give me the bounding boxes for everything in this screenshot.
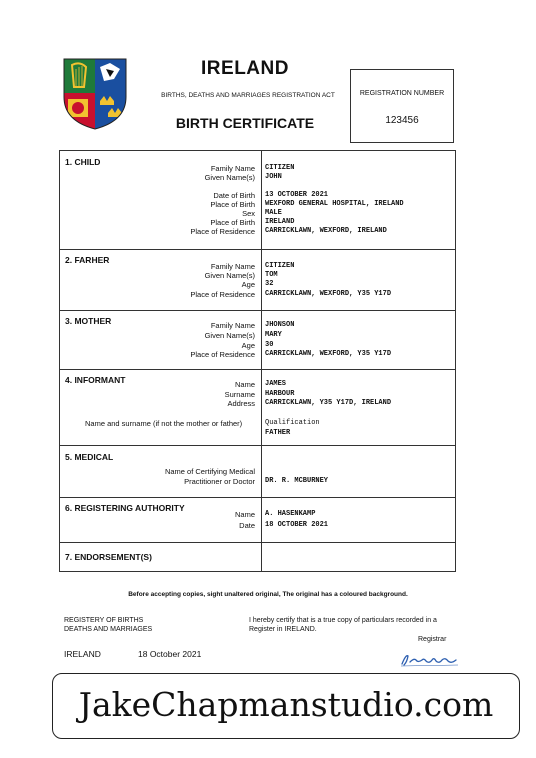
- child-residence: CARRICKLAWN, WEXFORD, IRELAND: [265, 227, 387, 235]
- registration-number-box: [350, 69, 454, 143]
- watermark-banner: JakeChapmanstudio.com: [52, 673, 520, 739]
- certificate-title: BIRTH CERTIFICATE: [175, 115, 315, 131]
- child-dob: 13 OCTOBER 2021: [265, 191, 329, 199]
- medical-practitioner-label-2: Practitioner or Doctor: [184, 477, 255, 486]
- father-age: 32: [265, 280, 274, 288]
- child-given-names-label: Given Name(s): [204, 173, 255, 182]
- child-family-name-label: Family Name: [210, 164, 255, 173]
- informant-address-label: Address: [227, 399, 255, 408]
- father-family-name-label: Family Name: [210, 262, 255, 271]
- section-informant-heading: 4. INFORMANT: [65, 375, 126, 385]
- informant-note: Name and surname (if not the mother or father): [85, 419, 243, 428]
- certificate-form: [59, 150, 456, 572]
- informant-name-label: Name: [234, 380, 255, 389]
- child-family-name: CITIZEN: [265, 164, 295, 172]
- child-dob-label: Date of Birth: [213, 191, 255, 200]
- child-pob-label: Place of Birth: [210, 200, 255, 209]
- mother-residence: CARRICKLAWN, WEXFORD, Y35 Y17D: [265, 350, 392, 358]
- father-given-names-label: Given Name(s): [204, 271, 255, 280]
- mother-given-names-label: Given Name(s): [204, 331, 255, 340]
- medical-practitioner-label-1: Name of Certifying Medical: [164, 467, 255, 476]
- child-given-names: JOHN: [265, 173, 282, 181]
- footer-date: 18 October 2021: [138, 649, 202, 659]
- section-authority-heading: 6. REGISTERING AUTHORITY: [65, 503, 185, 513]
- section-child-heading: 1. CHILD: [65, 157, 101, 167]
- act-subtitle: BIRTHS, DEATHS AND MARRIAGES REGISTRATION ACT: [161, 92, 335, 99]
- section-divider: [60, 310, 455, 311]
- informant-address: CARRICKLAWN, Y35 Y17D, IRELAND: [265, 399, 392, 407]
- informant-surname-label: Surname: [224, 390, 255, 399]
- section-mother-heading: 3. MOTHER: [65, 316, 112, 326]
- section-divider: [60, 497, 455, 498]
- child-pob2-label: Place of Birth: [210, 218, 255, 227]
- certify-line-2: Register in IRELAND.: [249, 626, 317, 633]
- column-divider: [261, 151, 262, 571]
- footer-place: IRELAND: [64, 649, 101, 659]
- informant-qualification: FATHER: [265, 429, 291, 437]
- certify-line-1: I hereby certify that is a true copy of particulars recorded in a: [249, 617, 437, 624]
- father-age-label: Age: [241, 280, 255, 289]
- father-residence: CARRICKLAWN, WEXFORD, Y35 Y17D: [265, 290, 392, 298]
- section-divider: [60, 369, 455, 370]
- country-title: IRELAND: [201, 58, 289, 79]
- father-residence-label: Place of Residence: [190, 290, 255, 299]
- registrar-signature: [398, 652, 462, 668]
- child-residence-label: Place of Residence: [190, 227, 255, 236]
- original-notice: Before accepting copies, sight unaltered original, The original has a coloured background.: [128, 591, 408, 598]
- registration-number-value: 123456: [385, 115, 419, 126]
- section-endorsement-heading: 7. ENDORSEMENT(S): [65, 552, 152, 562]
- section-medical-heading: 5. MEDICAL: [65, 452, 114, 462]
- authority-name: A. HASENKAMP: [265, 510, 316, 518]
- informant-name: JAMES: [265, 380, 287, 388]
- child-pob: WEXFORD GENERAL HOSPITAL, IRELAND: [265, 200, 404, 208]
- registrar-label: Registrar: [418, 636, 447, 643]
- coat-of-arms-logo: [62, 57, 128, 131]
- section-father-heading: 2. FARHER: [65, 255, 110, 265]
- registry-line-1: REGISTERY OF BIRTHS: [64, 617, 144, 624]
- section-divider: [60, 542, 455, 543]
- mother-age: 30: [265, 341, 274, 349]
- authority-date-label: Date: [239, 521, 255, 530]
- child-pob2: IRELAND: [265, 218, 295, 226]
- section-divider: [60, 445, 455, 446]
- mother-residence-label: Place of Residence: [190, 350, 255, 359]
- child-sex: MALE: [265, 209, 282, 217]
- father-family-name: CITIZEN: [265, 262, 295, 270]
- registry-line-2: DEATHS AND MARRIAGES: [64, 626, 153, 633]
- mother-age-label: Age: [241, 341, 255, 350]
- informant-surname: HARBOUR: [265, 390, 295, 398]
- mother-family-name-label: Family Name: [210, 321, 255, 330]
- authority-name-label: Name: [234, 510, 255, 519]
- child-sex-label: Sex: [242, 209, 255, 218]
- medical-practitioner: DR. R. MCBURNEY: [265, 477, 329, 485]
- informant-qualification-label: Qualification: [265, 419, 320, 427]
- mother-family-name: JHONSON: [265, 321, 295, 329]
- authority-date: 18 OCTOBER 2021: [265, 521, 329, 529]
- section-divider: [60, 249, 455, 250]
- mother-given-names: MARY: [265, 331, 282, 339]
- father-given-names: TOM: [265, 271, 278, 279]
- registration-number-label: REGISTRATION NUMBER: [359, 90, 445, 97]
